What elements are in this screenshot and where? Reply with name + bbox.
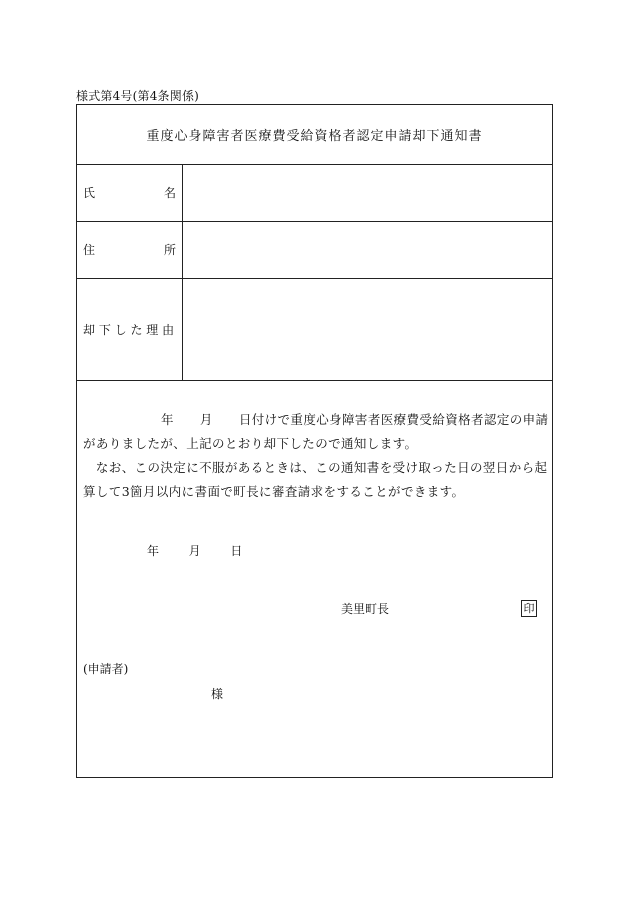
notice-body <box>77 380 552 777</box>
applicant-honorific: 様 <box>211 687 224 701</box>
objection-text: なお、この決定に不服があるときは、この通知書を受け取った日の翌日から起算して3箇月以内に書面で町長に審査請求をすることができます。 <box>83 460 548 499</box>
rejection-paragraph <box>83 408 549 456</box>
name-label-start: 氏 <box>83 186 96 200</box>
name-label-end: 名 <box>163 186 176 200</box>
name-label <box>77 164 183 221</box>
reason-label-text: 却 下 し た 理 由 <box>83 322 175 337</box>
issue-year: 年 <box>147 544 160 558</box>
seal-mark: 印 <box>521 600 537 617</box>
issue-month: 月 <box>188 544 201 558</box>
issue-date <box>147 542 242 559</box>
name-field[interactable] <box>184 164 552 221</box>
address-label <box>77 221 183 278</box>
name-row <box>77 164 552 222</box>
reason-field[interactable] <box>184 278 552 380</box>
address-field[interactable] <box>184 221 552 278</box>
notice-year-label: 年 <box>161 412 174 427</box>
form-title: 重度心身障害者医療費受給資格者認定申請却下通知書 <box>146 129 483 144</box>
title-row <box>77 105 552 165</box>
applicant-label: (申請者) <box>83 662 129 676</box>
issue-day: 日 <box>230 544 243 558</box>
objection-paragraph <box>83 456 549 504</box>
reason-row <box>77 278 552 381</box>
reason-label <box>77 278 183 380</box>
issuer-name: 美里町長 <box>341 602 390 616</box>
address-label-start: 住 <box>83 243 96 257</box>
notice-month-label: 月 <box>199 412 213 427</box>
rejection-text: 日付けで重度心身障害者医療費受給資格者認定の申請がありましたが、上記のとおり却下したので通知します。 <box>83 412 549 451</box>
address-row <box>77 221 552 279</box>
notice-form <box>76 104 553 778</box>
form-number: 様式第4号(第4条関係) <box>76 89 200 103</box>
address-label-end: 所 <box>163 243 176 257</box>
